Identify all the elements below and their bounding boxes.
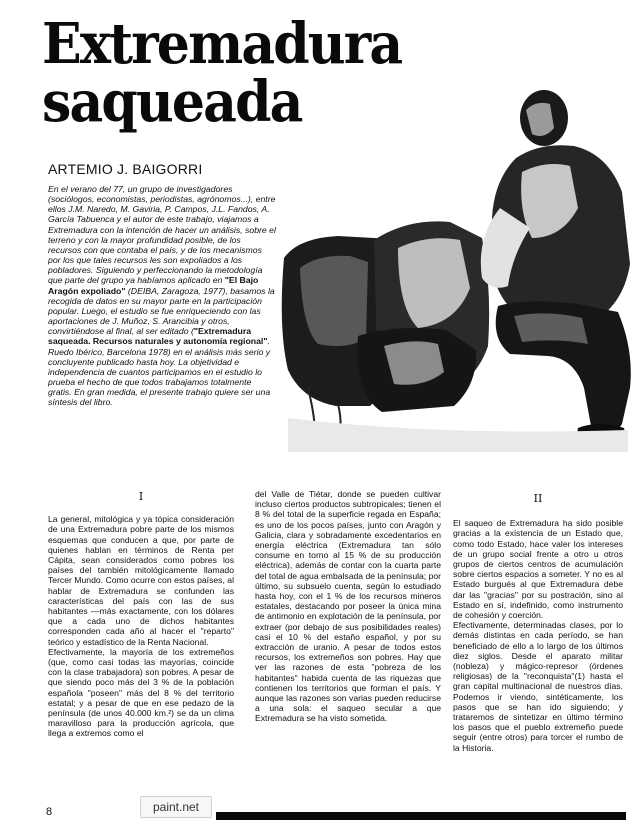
- photo-ground-shadow: [288, 418, 628, 452]
- section-heading-2: II: [533, 492, 543, 505]
- photo-man-seated-on-sacks: [278, 88, 634, 452]
- text-column-1: [48, 490, 234, 739]
- paint-net-watermark: paint.net: [140, 796, 212, 818]
- section-heading-1: I: [138, 490, 144, 503]
- intro-book-title-1: "El Bajo Aragón expoliado": [48, 275, 259, 296]
- col2-paragraph-1: del Valle de Tiétar, donde se pueden cultivar incluso ciertos productos subtropicales; tienen el 8 % del total de la superficie regada en España; es uno de los pocos países, junto con Aragón y Galicia, clara y sobradamente excedentarios en energía eléctrica (Extremadura tan sólo consume en torno al 15 % de su producción eléctrica), además de contar con la cuarta parte del total de agua embalsada de la península; por último, su subsuelo cuenta, según lo estudiado hasta hoy, con el 1 % de los recursos mineros estatales, destacando por poseer la única mina de antimonio en explotación de la península, por extraer (por debajo de sus posibilidades reales) casi el 10 % del estaño español, y por su extracción de uranio. A pesar de todos estos recursos, los extremeños son pobres. Hay que ver las razones de esta "pobreza de los habitantes" habida cuenta de las riquezas que contienen los territorios que forman el país. Y aunque las razones son varias pueden reducirse a una sola: el saqueo secular a que Extremadura se ha visto sometida.: [255, 489, 441, 724]
- col1-paragraph-2: Efectivamente, la mayoría de los extremeños (que, como casi todas las mayorías, coincide con la clase trabajadora) son pobres. A pesar de que siendo poco más del 3 % de la población española "poseen" más del 8 % del territorio estatal; y a pesar de que en ese pedazo de la península (de unos 40.000 km.²) se da un clima maravilloso para la producción agrícola, que llega a extremos como el: [48, 646, 234, 739]
- intro-text-1: En el verano del 77, un grupo de investigadores (sociólogos, economistas, periodistas, agrónomos...), entre ellos J.M. Naredo, M. Gaviria, P. Campos, J.L. Fandos, A. García Tabuenca y el autor de este trabajo, viajamos a Extremadura con la intención de hacer un análisis, sobre el terreno y con la mayor profundidad posible, de los recursos con que contaba el país, y de los mecanismos por los que tales recursos les son expoliados a los pobladores. Siguiendo y perfeccionando la metodología que parte del grupo ya habíamos aplicado en: [48, 184, 276, 286]
- page-number: 8: [46, 806, 53, 818]
- text-column-3: [453, 490, 623, 753]
- article-title-line-2: saqueada: [42, 69, 302, 135]
- col3-paragraph-2: Efectivamente, determinadas clases, por lo demás distintas en cada período, se han beneficiado de ello a lo largo de los últimos diez siglos. Desde el aparato militar (nobleza) y mágico-represor (órdenes religiosas) de la "reconquista"(1) hasta el gran capital multinacional de nuestros días. Podemos ir viendo, sintéticamente, los pasos que se han ido siguiendo; y trataremos de sintetizar en último término los pasos que el pueblo extremeño puede seguir (entre otros) para torcer el rumbo de la Historia.: [453, 620, 623, 753]
- text-column-2: [255, 489, 441, 724]
- col1-paragraph-1: La general, mitológica y ya tópica consideración de una Extremadura pobre parte de los mismos esquemas que conducen a que, por parte de quienes hablan en términos de Renta per Cápita, sean considerados como pobres los países del también mitológicamente llamado Tercer Mundo. Como ocurre con estos países, al hablar de Extremadura se confunden las características del país con las de sus habitantes —más exactamente, con los dólares que a cada uno de dichos habitantes corresponden cada año al hacer el "reparto" teórico y estadístico de la Renta Nacional.: [48, 514, 234, 647]
- col3-paragraph-1: El saqueo de Extremadura ha sido posible gracias a la existencia de un Estado que, como todo Estado, hace valer los intereses de un grupo social frente a otro u otros grupos de ciertos centros de acumulación sobre ciertos espacios a someter. Y no es al Estado burgués al que Extremadura debe dar las "gracias" por su postración, sino al Estado en sí, indefinido, como instrumento de cohesión y coerción.: [453, 518, 623, 621]
- article-title-line-1: Extremadura: [42, 11, 402, 77]
- photo-man-leg-light: [514, 313, 588, 344]
- intro-paragraph: [48, 184, 276, 407]
- intro-text-3: . Ruedo Ibérico, Barcelona 1978) en el análisis más serio y concluyente publicado hasta hoy. La objetividad e independencia de cuantos participamos en el estudio lo prueba el hecho de que todos trabajamos totalmente gratis. En gran medida, el presente trabajo quiere ser una síntesis del libro.: [48, 336, 271, 408]
- author-name: ARTEMIO J. BAIGORRI: [48, 161, 203, 177]
- intro-book-title-2: "Extremadura saqueada. Recursos naturales y autonomía regional": [48, 326, 268, 347]
- intro-text-2: (DEIBA, Zaragoza, 1977), basamos la recogida de datos en su mayor parte en la participación popular. Luego, el estudio se fue enriqueciendo con las aportaciones de J. Muñoz, S. Arancibia y otros, convirtiéndose al final, al ser editado (: [48, 285, 275, 337]
- bottom-rule-bar: [216, 812, 626, 820]
